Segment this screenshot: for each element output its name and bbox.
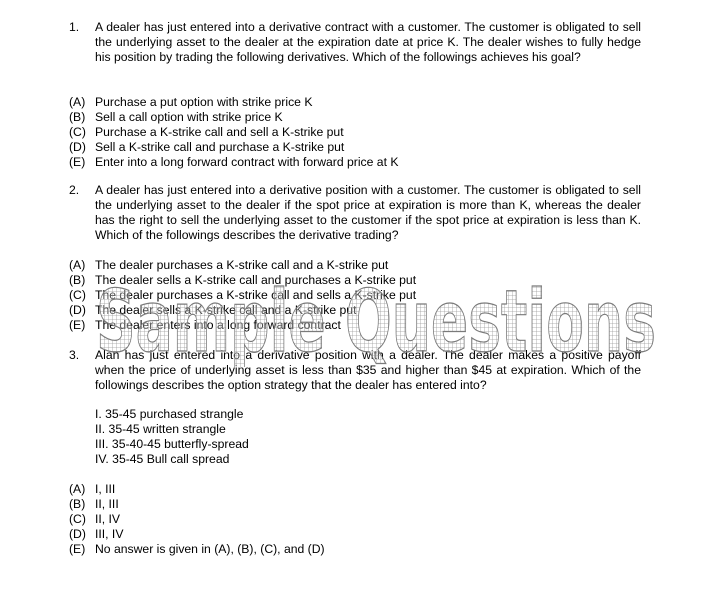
option-c [69,512,641,527]
question-2 [69,183,641,243]
option-d [69,527,641,542]
watermark-text: Sample Questions [96,272,656,367]
option-letter: (C) [69,288,86,302]
option-text: The dealer enters into a long forward contract [95,318,341,332]
option-letter: (E) [69,155,86,169]
question-text: A dealer has just entered into a derivative contract with a customer. The customer is obligated to sell the underlying asset to the dealer at the expiration date at price K. The dealer wishes to fully hedge his position by trading the following derivatives. Which of the followings achieves his goal? [95,20,641,64]
option-text: II, III [95,497,119,511]
statement: II. 35-45 written strangle [95,422,226,436]
question-number: 3. [69,348,80,362]
option-text: Enter into a long forward contract with forward price at K [95,155,399,169]
question-3 [69,348,641,393]
option-b [69,110,641,125]
option-b [69,273,641,288]
option-letter: (B) [69,273,86,287]
option-a [69,258,641,273]
option-c [69,288,641,303]
option-text: I, III [95,482,116,496]
option-letter: (B) [69,110,86,124]
option-text: II, IV [95,512,121,526]
option-text: The dealer sells a K-strike call and a K-strike put [95,303,357,317]
question-2-options [69,258,641,333]
option-letter: (A) [69,258,86,272]
option-text: Sell a call option with strike price K [95,110,283,124]
option-text: The dealer purchases a K-strike call and a K-strike put [95,258,389,272]
option-d [69,140,641,155]
option-a [69,95,641,110]
question-text: Alan has just entered into a derivative position with a dealer. The dealer makes a positive payoff when the price of underlying asset is less than $35 and higher than $45 at expiration. Which of the followings describes the option strategy that the dealer has entered into? [95,348,641,392]
option-text: No answer is given in (A), (B), (C), and (D) [95,542,325,556]
question-number: 1. [69,20,80,34]
option-e [69,318,641,333]
question-1-options [69,95,641,170]
option-letter: (E) [69,542,86,556]
option-e [69,542,641,557]
option-text: Sell a K-strike call and purchase a K-strike put [95,140,345,154]
option-letter: (B) [69,497,86,511]
option-text: III, IV [95,527,124,541]
option-e [69,155,641,170]
option-letter: (A) [69,482,86,496]
option-letter: (E) [69,318,86,332]
option-a [69,482,641,497]
option-d [69,303,641,318]
option-letter: (A) [69,95,86,109]
question-3-options [69,482,641,557]
option-letter: (C) [69,125,86,139]
option-letter: (D) [69,527,86,541]
option-c [69,125,641,140]
statement: IV. 35-45 Bull call spread [95,452,230,466]
question-number: 2. [69,183,80,197]
question-1 [69,20,641,65]
option-text: The dealer purchases a K-strike call and sells a K-strike put [95,288,417,302]
option-b [69,497,641,512]
statement: I. 35-45 purchased strangle [95,407,244,421]
question-text: A dealer has just entered into a derivative position with a customer. The customer is obligated to sell the underlying asset to the dealer if the spot price at expiration is more than K, whereas the dealer has the right to sell the underlying asset to the customer if the spot price at expiration is less than K. Which of the followings describes the derivative trading? [95,183,641,242]
option-text: Purchase a put option with strike price K [95,95,313,109]
option-letter: (D) [69,140,86,154]
option-letter: (C) [69,512,86,526]
statement: III. 35-40-45 butterfly-spread [95,437,249,451]
option-text: Purchase a K-strike call and sell a K-strike put [95,125,344,139]
option-text: The dealer sells a K-strike call and purchases a K-strike put [95,273,417,287]
question-3-statements [95,407,249,467]
option-letter: (D) [69,303,86,317]
